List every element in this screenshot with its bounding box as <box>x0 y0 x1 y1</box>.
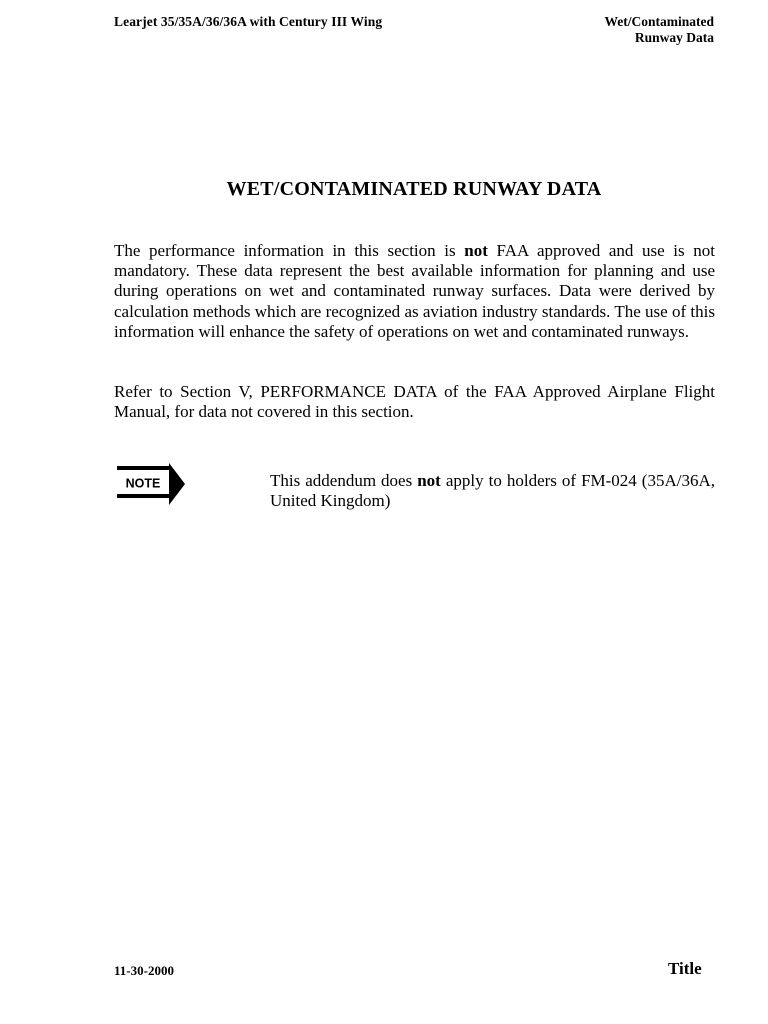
note-text <box>270 471 715 511</box>
header-document-title: Learjet 35/35A/36/36A with Century III Wing <box>114 14 383 29</box>
intro-text-start: The performance information in this section is <box>114 241 465 260</box>
note-label: NOTE <box>125 476 161 491</box>
note-badge-icon <box>117 463 187 505</box>
note-badge-bottom-bar <box>117 494 169 498</box>
intro-text-end: FAA approved and use is not mandatory. These data represent the best available information for planning and use during operations on wet and contaminated runway surfaces. Data were derived by calculation methods which are recognized as aviation industry standards. The use of this information will enhance the safety of operations on wet and contaminated runways. <box>114 241 715 341</box>
page-title: WET/CONTAMINATED RUNWAY DATA <box>226 178 602 200</box>
note-badge-top-bar <box>117 466 169 470</box>
note-text-end: apply to holders of FM-024 (35A/36A, United Kingdom) <box>270 471 715 511</box>
note-emphasis: not <box>417 471 441 490</box>
footer-date: 11-30-2000 <box>114 963 174 978</box>
footer-page-label: Title <box>668 959 702 978</box>
note-text-start: This addendum does <box>270 471 418 490</box>
header-section-title <box>605 14 715 46</box>
intro-emphasis: not <box>464 241 488 260</box>
header-section-line-1: Wet/Contaminated <box>604 14 714 29</box>
note-arrow-icon <box>169 463 185 505</box>
header-section-line-2: Runway Data <box>634 30 714 45</box>
intro-paragraph <box>114 241 715 342</box>
reference-paragraph: Refer to Section V, PERFORMANCE DATA of the FAA Approved Airplane Flight Manual, for data not covered in this section. <box>114 382 715 422</box>
